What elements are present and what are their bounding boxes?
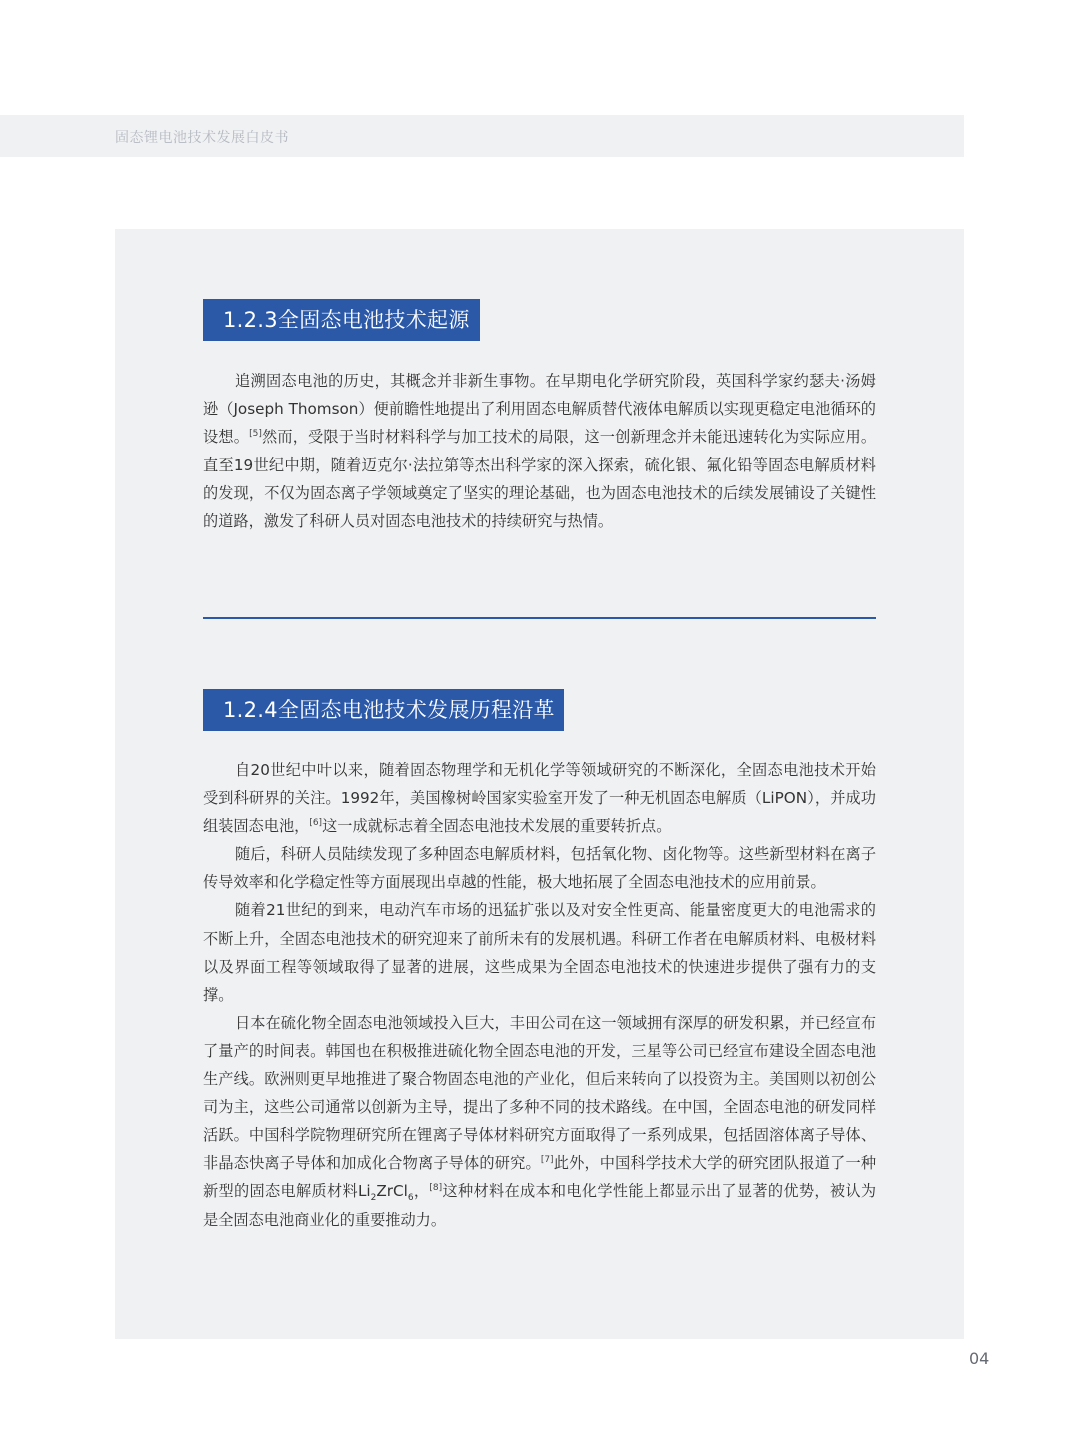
citation-ref: [7] (540, 1155, 554, 1166)
page-number: 04 (969, 1349, 990, 1368)
paragraph-text: 这一成就标志着全固态电池技术发展的重要转折点。 (322, 817, 672, 836)
body-paragraph (203, 756, 876, 840)
paragraph-text: ， (413, 1182, 430, 1201)
subscript: 6 (407, 1193, 414, 1204)
paragraph-text: 此外，中国科学技术大学的研究团队报道了一种新型的固态电解质材料Li (203, 1154, 877, 1201)
paragraph-text: 自20世纪中叶以来，随着固态物理学和无机化学等领域研究的不断深化，全固态电池技术开始受到科研界的关注。1992年，美国橡树岭国家实验室开发了一种无机固态电解质（LiPON），并成功组装固态电池， (203, 761, 876, 836)
document-title: 固态锂电池技术发展白皮书 (115, 130, 289, 146)
section-divider (203, 617, 876, 619)
citation-ref: [6] (309, 818, 323, 829)
section-heading-1-2-3: 1.2.3全固态电池技术起源 (203, 299, 480, 341)
section-heading-1-2-4: 1.2.4全固态电池技术发展历程沿革 (203, 689, 564, 731)
paragraph-text: 然而，受限于当时材料科学与加工技术的局限，这一创新理念并未能迅速转化为实际应用。直至19世纪中期，随着迈克尔·法拉第等杰出科学家的深入探索，硫化银、氟化铅等固态电解质材料的发现，不仅为固态离子学领域奠定了坚实的理论基础，也为固态电池技术的后续发展铺设了关键性的道路，激发了科研人员对固态电池技术的持续研究与热情。 (203, 428, 877, 531)
body-paragraph (203, 367, 876, 536)
subscript: 2 (370, 1193, 377, 1204)
paragraph-text: 随着21世纪的到来，电动汽车市场的迅猛扩张以及对安全性更高、能量密度更大的电池需求的不断上升，全固态电池技术的研究迎来了前所未有的发展机遇。科研工作者在电解质材料、电极材料以及界面工程等领域取得了显著的进展，这些成果为全固态电池技术的快速进步提供了强有力的支撑。 (203, 901, 876, 1004)
citation-ref: [5] (249, 429, 262, 440)
body-paragraph (203, 1009, 876, 1234)
paragraph-text: 日本在硫化物全固态电池领域投入巨大，丰田公司在这一领域拥有深厚的研发积累，并已经宣布了量产的时间表。韩国也在积极推进硫化物全固态电池的开发，三星等公司已经宣布建设全固态电池生产线。欧洲则更早地推进了聚合物固态电池的产业化，但后来转向了以投资为主。美国则以初创公司为主，这些公司通常以创新为主导，提出了多种不同的技术路线。在中国，全固态电池的研发同样活跃。中国科学院物理研究所在锂离子导体材料研究方面取得了一系列成果，包括固溶体离子导体、非晶态快离子导体和加成化合物离子导体的研究。 (203, 1013, 876, 1173)
paragraph-text: ZrCl (376, 1182, 408, 1201)
citation-ref: [8] (429, 1183, 443, 1194)
body-paragraph (203, 896, 876, 1008)
paragraph-text: 追溯固态电池的历史，其概念并非新生事物。在早期电化学研究阶段，英国科学家约瑟夫·汤姆逊（Joseph Thomson）便前瞻性地提出了利用固态电解质替代液体电解质以实现更稳定电池循环的设想。 (203, 372, 876, 447)
paragraph-text: 这种材料在成本和电化学性能上都显示出了显著的优势，被认为是全固态电池商业化的重要推动力。 (203, 1182, 877, 1229)
section-body-1-2-3 (203, 367, 876, 536)
paragraph-text: 随后，科研人员陆续发现了多种固态电解质材料，包括氧化物、卤化物等。这些新型材料在离子传导效率和化学稳定性等方面展现出卓越的性能，极大地拓展了全固态电池技术的应用前景。 (203, 845, 876, 892)
body-paragraph (203, 840, 876, 896)
section-body-1-2-4 (203, 756, 876, 1234)
